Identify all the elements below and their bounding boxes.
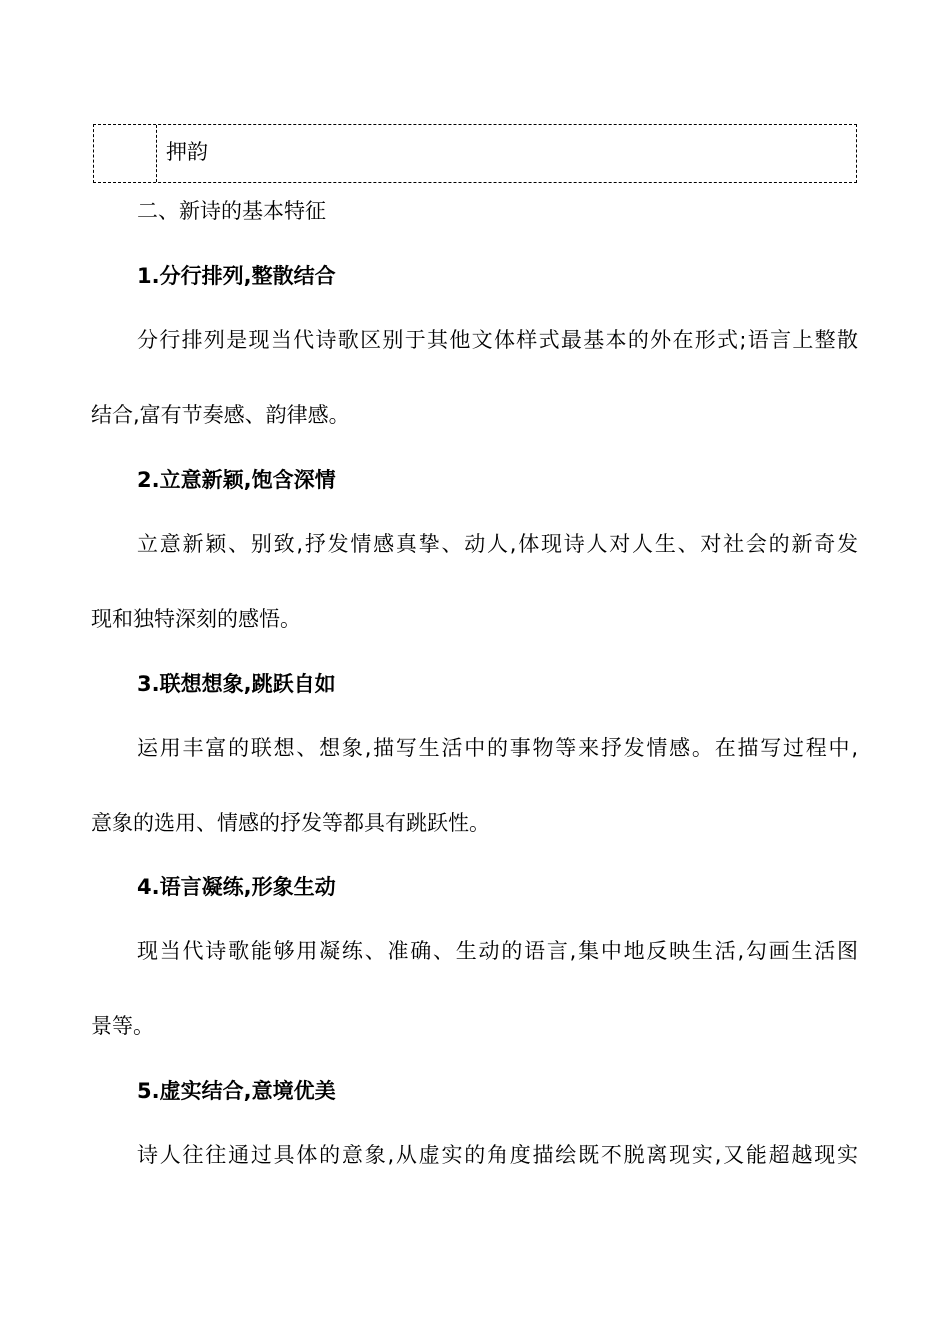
item-4-heading: 4.语言凝练,形象生动 <box>137 875 336 899</box>
item-2-line-2: 现和独特深刻的感悟。 <box>91 607 301 631</box>
item-4-line-2: 景等。 <box>91 1014 154 1038</box>
item-5-line-1: 诗人往往通过具体的意象,从虚实的角度描绘既不脱离现实,又能超越现实 <box>137 1143 858 1167</box>
item-3-line-2: 意象的选用、情感的抒发等都具有跳跃性。 <box>91 811 490 835</box>
dashed-table <box>93 124 857 183</box>
item-1-line-2: 结合,富有节奏感、韵律感。 <box>91 403 350 427</box>
section-title: 二、新诗的基本特征 <box>137 199 326 223</box>
item-2-line-1: 立意新颖、别致,抒发情感真挚、动人,体现诗人对人生、对社会的新奇发 <box>137 532 858 556</box>
item-3-line-1: 运用丰富的联想、想象,描写生活中的事物等来抒发情感。在描写过程中, <box>137 736 858 760</box>
item-1-heading: 1.分行排列,整散结合 <box>137 264 336 288</box>
item-3-heading: 3.联想想象,跳跃自如 <box>137 672 336 696</box>
item-2-heading: 2.立意新颖,饱含深情 <box>137 468 336 492</box>
item-4-line-1: 现当代诗歌能够用凝练、准确、生动的语言,集中地反映生活,勾画生活图 <box>137 939 858 963</box>
item-5-heading: 5.虚实结合,意境优美 <box>137 1079 336 1103</box>
item-1-line-1: 分行排列是现当代诗歌区别于其他文体样式最基本的外在形式;语言上整散 <box>137 328 858 352</box>
table-cell-text: 押韵 <box>166 140 208 164</box>
table-cell-empty <box>94 125 157 182</box>
